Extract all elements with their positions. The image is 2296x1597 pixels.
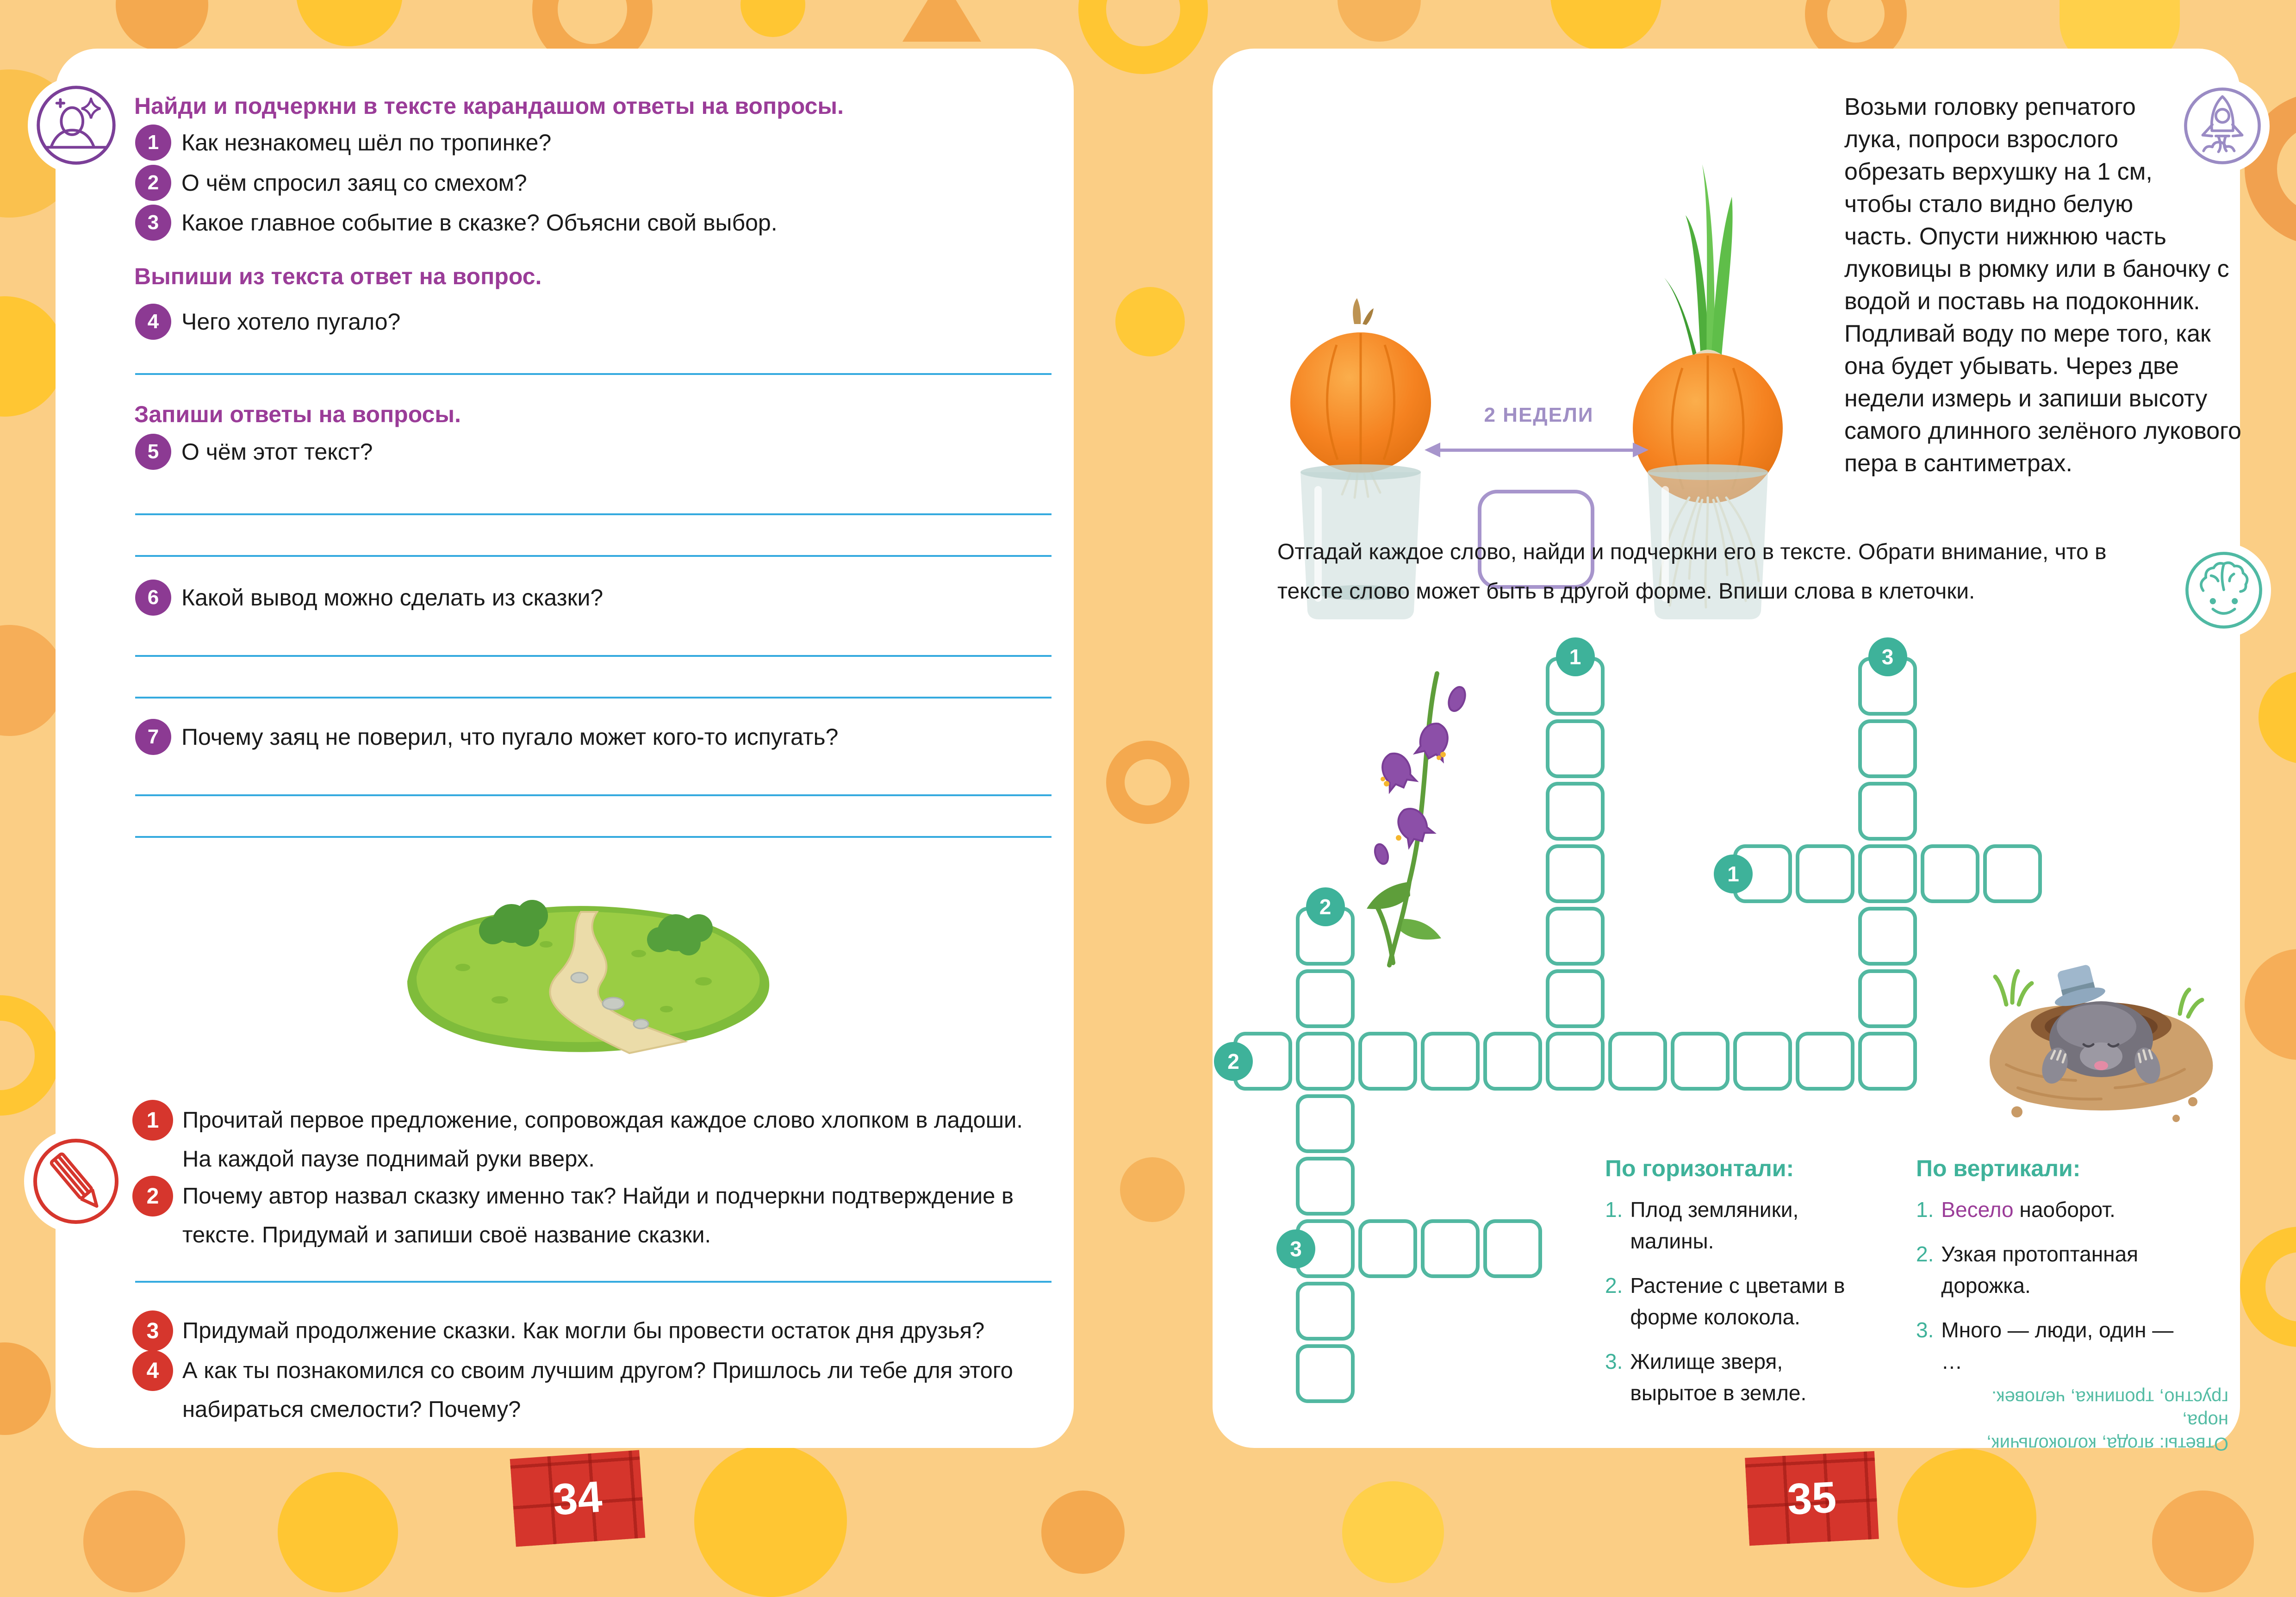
clue-item <box>1916 1238 2240 1301</box>
background-shape <box>278 1472 398 1592</box>
answer-line[interactable] <box>135 1281 1052 1283</box>
question-text: Почему заяц не поверил, что пугало может кого-то испугать? <box>181 724 839 750</box>
task-number-badge: 3 <box>132 1310 173 1351</box>
arrow-right-head <box>1633 443 1649 457</box>
question-text: Какой вывод можно сделать из сказки? <box>181 585 604 611</box>
clues-across <box>1605 1155 1864 1422</box>
crossword-cell[interactable] <box>1358 1219 1417 1278</box>
clue-text: Растение с цветами в форме колокола. <box>1630 1273 1845 1329</box>
question-text: О чём спросил заяц со смехом? <box>181 170 527 196</box>
page-number-plate <box>1745 1451 1879 1546</box>
crossword-intro: Отгадай каждое слово, найди и подчеркни его в тексте. Обрати внимание, что в тексте слово может быть в другой форме. Впиши слова в клеточки. <box>1277 540 2107 604</box>
clue-number: 3. <box>1916 1318 1934 1342</box>
crossword-cell[interactable] <box>1858 719 1917 778</box>
question-row <box>135 434 373 470</box>
section-heading: Запиши ответы на вопросы. <box>134 401 461 427</box>
task-row <box>132 1310 1025 1351</box>
crossword-cell[interactable] <box>1483 1032 1542 1091</box>
two-weeks-arrow <box>1438 449 1635 452</box>
crossword-cell[interactable] <box>1858 844 1917 903</box>
background-shape <box>740 0 805 37</box>
crossword-clue-badge: 2 <box>1306 887 1345 926</box>
task-number-badge: 2 <box>132 1176 173 1216</box>
answer-line[interactable] <box>135 373 1052 375</box>
background-shape <box>0 995 60 1116</box>
background-shape <box>1898 1449 2036 1588</box>
question-row <box>135 719 838 755</box>
crossword-cell[interactable] <box>1296 1032 1355 1091</box>
crossword-clue-badge: 3 <box>1868 637 1907 676</box>
crossword-answers-upside-down: Ответы: ягода, колокольчик, нора, грустно, тропинка, человек. <box>1986 1387 2228 1454</box>
answer-line[interactable] <box>135 836 1052 838</box>
crossword-cell[interactable] <box>1671 1032 1730 1091</box>
section-heading: Выпиши из текста ответ на вопрос. <box>134 263 542 289</box>
clues-down <box>1916 1155 2240 1390</box>
question-text: Какое главное событие в сказке? Объясни свой выбор. <box>181 210 778 236</box>
crossword-cell[interactable] <box>1983 844 2042 903</box>
background-shape <box>1342 1481 1444 1583</box>
background-shape <box>0 625 65 736</box>
question-number-badge: 7 <box>135 719 171 755</box>
clue-item <box>1916 1314 2240 1377</box>
crossword-clue-badge: 2 <box>1214 1042 1253 1081</box>
crossword-cell[interactable] <box>1296 969 1355 1028</box>
task-number-badge: 1 <box>132 1100 173 1141</box>
task-text: А как ты познакомился со своим лучшим другом? Пришлось ли тебе для этого набираться смелости? Почему? <box>182 1358 1013 1422</box>
background-shape <box>1106 741 1189 824</box>
clue-number: 1. <box>1916 1198 1934 1222</box>
crossword-cell[interactable] <box>1858 1032 1917 1091</box>
person-sparkles-icon <box>33 82 119 168</box>
question-number-badge: 4 <box>135 304 171 340</box>
background-shape <box>694 1444 847 1597</box>
question-row <box>135 580 603 616</box>
crossword-cell[interactable] <box>1546 844 1605 903</box>
background-shape <box>0 1342 51 1435</box>
background-shape <box>1041 1491 1125 1574</box>
crossword-cell[interactable] <box>1733 1032 1792 1091</box>
page-number: 34 <box>551 1472 604 1525</box>
background-shape <box>2152 1491 2254 1592</box>
crossword-cell[interactable] <box>1358 1032 1417 1091</box>
background-shape <box>2240 1227 2296 1347</box>
question-number-badge: 6 <box>135 580 171 616</box>
question-row <box>135 125 551 161</box>
clue-text: Плод земляники, малины. <box>1630 1198 1799 1253</box>
answer-line[interactable] <box>135 513 1052 515</box>
highlighted-word: Весело <box>1941 1198 2014 1222</box>
question-text: Как незнакомец шёл по тропинке? <box>181 130 552 156</box>
mole-illustration <box>1962 949 2240 1143</box>
crossword-cell[interactable] <box>1921 844 1979 903</box>
background-shape <box>1078 0 1208 74</box>
background-shape <box>1338 0 1421 42</box>
clue-number: 3. <box>1605 1349 1623 1373</box>
crossword-cell[interactable] <box>1858 907 1917 966</box>
background-shape <box>0 296 65 417</box>
crossword-cell[interactable] <box>1421 1032 1480 1091</box>
section-heading: Найди и подчеркни в тексте карандашом ответы на вопросы. <box>134 93 844 119</box>
question-number-badge: 1 <box>135 125 171 161</box>
answer-line[interactable] <box>135 555 1052 557</box>
answer-line[interactable] <box>135 794 1052 796</box>
clue-number: 2. <box>1916 1242 1934 1266</box>
background-shape <box>902 0 981 42</box>
task-number-badge: 4 <box>132 1350 173 1391</box>
task-text: Придумай продолжение сказки. Как могли бы провести остаток дня друзья? <box>182 1318 985 1343</box>
question-text: Чего хотело пугало? <box>181 309 401 335</box>
question-row <box>135 165 527 201</box>
crossword-cell[interactable] <box>1296 1157 1355 1216</box>
background-shape <box>83 1491 185 1592</box>
background-shape <box>1120 1157 1185 1222</box>
task-row <box>132 1100 1025 1179</box>
clue-text: Жилище зверя, вырытое в земле. <box>1630 1349 1807 1405</box>
crossword-clue-badge: 3 <box>1276 1229 1315 1268</box>
crossword-cell[interactable] <box>1296 1344 1355 1403</box>
clue-text: Узкая протоптанная дорожка. <box>1941 1242 2139 1298</box>
page-number-plate <box>510 1450 646 1547</box>
crossword-clue-badge: 1 <box>1714 855 1753 893</box>
clue-number: 1. <box>1605 1198 1623 1222</box>
clue-item <box>1605 1346 1864 1409</box>
brain-face-icon <box>2182 549 2265 632</box>
crossword-clue-badge: 1 <box>1556 637 1595 676</box>
crossword-cell[interactable] <box>1483 1219 1542 1278</box>
crossword-cell[interactable] <box>1296 1282 1355 1341</box>
question-number-badge: 3 <box>135 205 171 241</box>
crossword-cell[interactable] <box>1858 969 1917 1028</box>
bellflower-illustration <box>1338 660 1495 979</box>
question-row <box>135 205 778 241</box>
background-shape <box>1550 0 1661 51</box>
crossword-cell[interactable] <box>1858 782 1917 841</box>
crossword-cell[interactable] <box>1546 969 1605 1028</box>
background-shape <box>116 0 208 51</box>
crossword-cell[interactable] <box>1421 1219 1480 1278</box>
crossword-cell[interactable] <box>1546 782 1605 841</box>
clue-text: Много — люди, один — … <box>1941 1318 2174 1373</box>
background-shape <box>2259 671 2296 764</box>
pencil-icon <box>30 1135 122 1228</box>
clues-across-heading: По горизонтали: <box>1605 1155 1794 1181</box>
clue-item <box>1605 1270 1864 1333</box>
clue-item <box>1605 1194 1864 1257</box>
clue-item <box>1916 1194 2240 1225</box>
crossword-cell[interactable] <box>1546 1032 1605 1091</box>
two-weeks-label: 2 НЕДЕЛИ <box>1484 404 1594 426</box>
question-row <box>135 304 400 340</box>
arrow-left-head <box>1425 443 1440 457</box>
background-shape <box>296 0 403 46</box>
crossword-cell[interactable] <box>1796 1032 1854 1091</box>
crossword-cell[interactable] <box>1546 719 1605 778</box>
clue-number: 2. <box>1605 1273 1623 1298</box>
crossword-cell[interactable] <box>1546 907 1605 966</box>
clues-down-heading: По вертикали: <box>1916 1155 2081 1181</box>
crossword-cell[interactable] <box>1796 844 1854 903</box>
meadow-illustration <box>380 861 796 1083</box>
experiment-instructions: Возьми головку репчатого лука, попроси взрослого обрезать верхушку на 1 см, чтобы стало видно белую часть. Опусти нижнюю часть луковицы в рюмку или в баночку с водой и поставь на подоконник. Подливай воду по мере того, как она будет убывать. Через две недели измерь и запиши высоту самого длинного зелёного лукового пера в сантиметрах. <box>1844 91 2251 480</box>
question-number-badge: 2 <box>135 165 171 201</box>
icon-spacer <box>2190 91 2251 197</box>
background-shape <box>2245 949 2296 1060</box>
task-row <box>132 1350 1025 1429</box>
crossword-cell[interactable] <box>1608 1032 1667 1091</box>
background-shape <box>1115 287 1185 356</box>
question-number-badge: 5 <box>135 434 171 470</box>
answer-line[interactable] <box>135 697 1052 699</box>
task-text: Прочитай первое предложение, сопровождая каждое слово хлопком в ладоши. На каждой паузе поднимай руки вверх. <box>182 1108 1023 1172</box>
crossword-cell[interactable] <box>1296 1094 1355 1153</box>
page-number: 35 <box>1786 1472 1838 1524</box>
clue-text: Весело наоборот. <box>1941 1198 2116 1222</box>
task-text: Почему автор назвал сказку именно так? Найди и подчеркни подтверждение в тексте. Придумай и запиши своё название сказки. <box>182 1184 1014 1248</box>
question-text: О чём этот текст? <box>181 439 373 465</box>
answer-line[interactable] <box>135 655 1052 657</box>
task-row <box>132 1176 1025 1254</box>
